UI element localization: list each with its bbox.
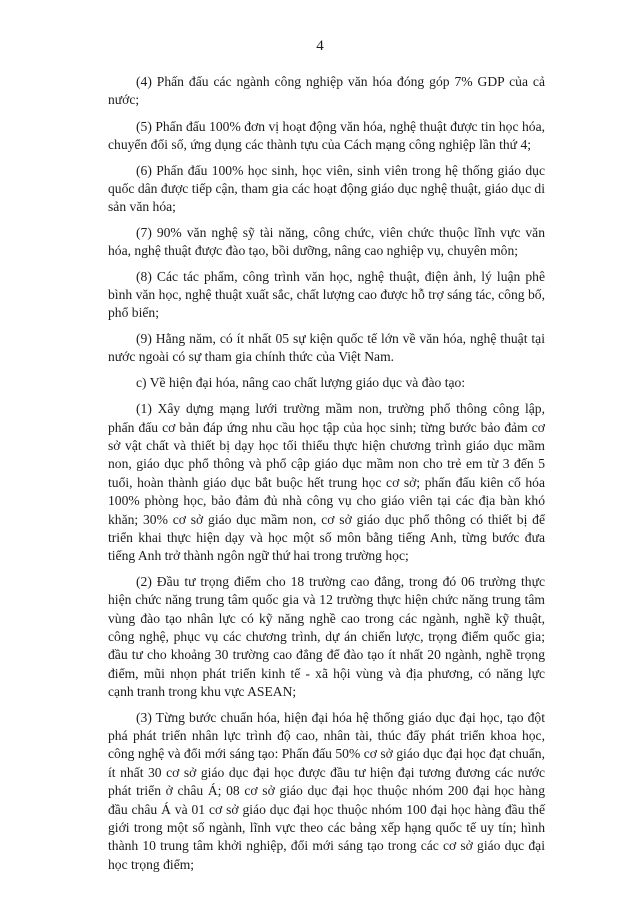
- page-number: 4: [316, 38, 324, 54]
- target-item-8: (8) Các tác phẩm, công trình văn học, nghệ thuật, điện ảnh, lý luận phê bình văn học, nghệ thuật xuất sắc, chất lượng cao được hỗ trợ sáng tác, công bố, phổ biến;: [108, 268, 545, 321]
- education-item-1: (1) Xây dựng mạng lưới trường mầm non, trường phổ thông công lập, phấn đấu cơ bản đáp ứng nhu cầu học tập của học sinh; từng bước bảo đảm cơ sở vật chất và thiết bị dạy học tối thiểu thực hiện chương trình giáo dục mầm non, giáo dục phổ thông và phổ cập giáo dục mầm non cho trẻ em từ 3 đến 5 tuổi, hoàn thành giáo dục bắt buộc hết trung học cơ sở; phấn đấu kiên cố hóa 100% phòng học, bảo đảm đủ nhà công vụ cho giáo viên tại các địa bàn khó khăn; 30% cơ sở giáo dục mầm non, cơ sở giáo dục phổ thông có thiết bị để triển khai thực hiện dạy và học một số môn bằng tiếng Anh, từng bước đưa tiếng Anh trở thành ngôn ngữ thứ hai trong trường học;: [108, 401, 545, 564]
- section-heading-c: c) Về hiện đại hóa, nâng cao chất lượng giáo dục và đào tạo:: [136, 374, 466, 390]
- target-item-6: (6) Phấn đấu 100% học sinh, học viên, sinh viên trong hệ thống giáo dục quốc dân được tiếp cận, tham gia các hoạt động giáo dục nghệ thuật, giáo dục di sản văn hóa;: [108, 162, 545, 215]
- document-body: [108, 73, 545, 881]
- target-item-4: (4) Phấn đấu các ngành công nghiệp văn hóa đóng góp 7% GDP của cả nước;: [108, 74, 545, 108]
- education-item-3: (3) Từng bước chuẩn hóa, hiện đại hóa hệ thống giáo dục đại học, tạo đột phá phát triển nhân lực trình độ cao, nhân tài, thúc đẩy phát triển khoa học, công nghệ và đổi mới sáng tạo: Phấn đấu 50% cơ sở giáo dục đại học đạt chuẩn, ít nhất 30 cơ sở giáo dục đại học được đầu tư hiện đại tương đương các nước phát triển ở châu Á; 08 cơ sở giáo dục đại học thuộc nhóm 200 đại học hàng đầu châu Á và 01 cơ sở giáo dục đại học thuộc nhóm 100 đại học hàng đầu thế giới trong một số ngành, lĩnh vực theo các bảng xếp hạng quốc tế uy tín; hình thành 10 trung tâm khởi nghiệp, đổi mới sáng tạo trong các cơ sở giáo dục đại học trọng điểm;: [108, 709, 545, 872]
- target-item-7: (7) 90% văn nghệ sỹ tài năng, công chức, viên chức thuộc lĩnh vực văn hóa, nghệ thuật được đào tạo, bồi dưỡng, nâng cao nghiệp vụ, chuyên môn;: [108, 224, 545, 259]
- education-item-2: (2) Đầu tư trọng điểm cho 18 trường cao đẳng, trong đó 06 trường thực hiện chức năng trung tâm quốc gia và 12 trường thực hiện chức năng trung tâm vùng đào tạo nhân lực có kỹ năng nghề cao trong các ngành, nghề kỹ thuật, công nghệ, phục vụ các chương trình, dự án chiến lược, trọng điểm quốc gia; đầu tư cho khoảng 30 trường cao đẳng để đào tạo ít nhất 20 ngành, nghề trọng điểm, mũi nhọn phát triển kinh tế - xã hội vùng và địa phương, có năng lực cạnh tranh trong khu vực ASEAN;: [108, 573, 545, 700]
- target-item-9: (9) Hằng năm, có ít nhất 05 sự kiện quốc tế lớn về văn hóa, nghệ thuật tại nước ngoài có sự tham gia chính thức của Việt Nam.: [108, 330, 545, 365]
- target-item-5: (5) Phấn đấu 100% đơn vị hoạt động văn hóa, nghệ thuật được tin học hóa, chuyển đổi số, ứng dụng các thành tựu của Cách mạng công nghiệp lần thứ 4;: [108, 118, 545, 153]
